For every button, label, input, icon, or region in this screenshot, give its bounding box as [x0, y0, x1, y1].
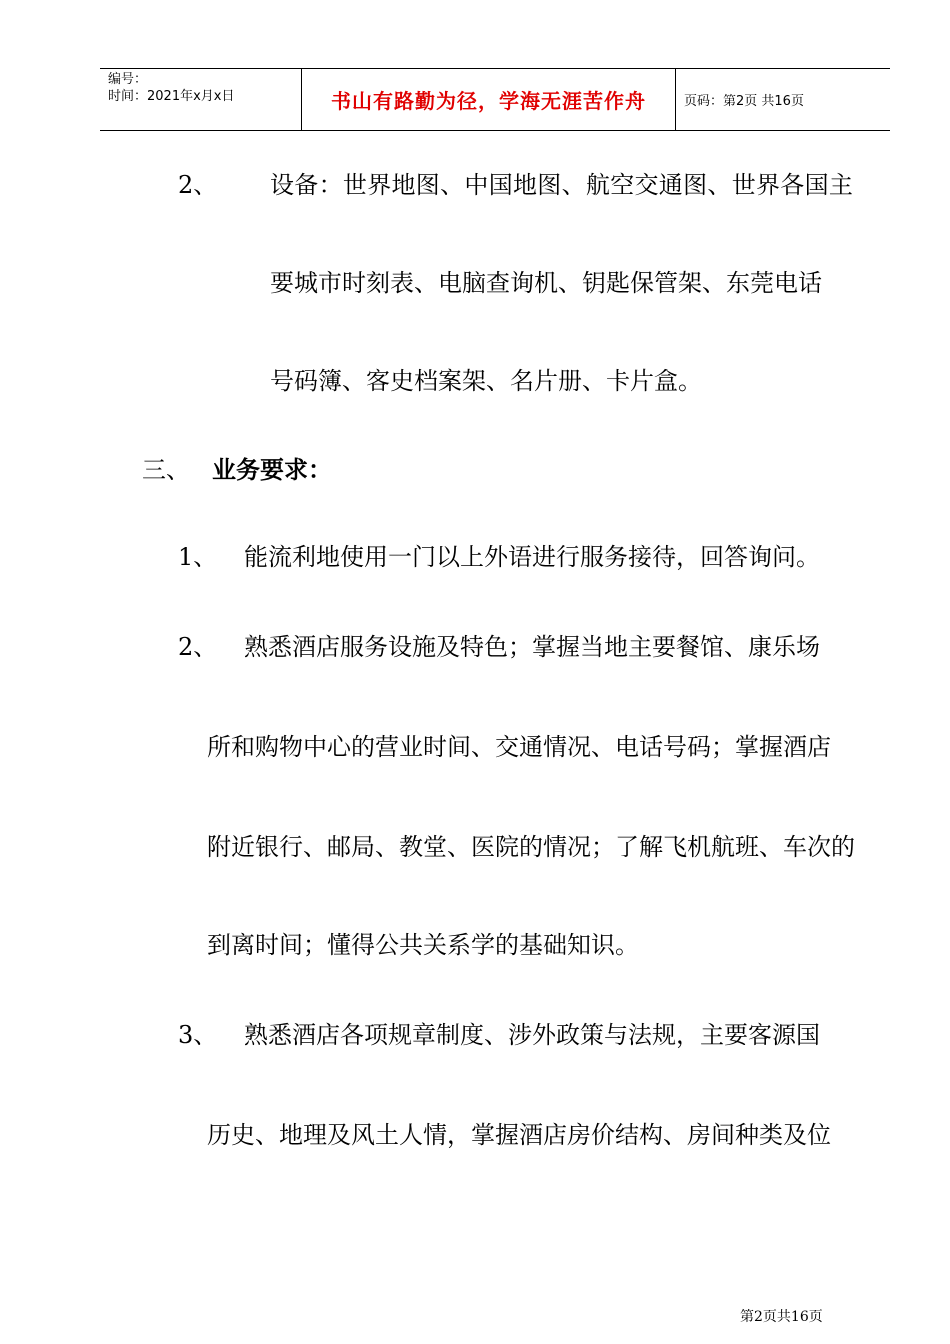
item-3-line-1: 熟悉酒店各项规章制度、涉外政策与法规，主要客源国 [244, 1021, 820, 1049]
equipment-line-1: 设备：世界地图、中国地图、航空交通图、世界各国主 [270, 171, 854, 199]
page-header [100, 68, 890, 131]
page-footer: 第2页共16页 [740, 1309, 823, 1325]
equipment-number: 2、 [178, 171, 218, 199]
time-label: 时间：2021年x月x日 [108, 89, 235, 104]
header-meta [100, 69, 302, 130]
motto: 书山有路勤为径，学海无涯苦作舟 [331, 89, 646, 113]
item-3-line-2: 历史、地理及风土人情，掌握酒店房价结构、房间种类及位 [207, 1121, 831, 1149]
item-2-line-1: 熟悉酒店服务设施及特色；掌握当地主要餐馆、康乐场 [244, 633, 820, 661]
item-2-line-2: 所和购物中心的营业时间、交通情况、电话号码；掌握酒店 [207, 733, 831, 761]
section-number: 三、 [142, 456, 190, 484]
item-2-number: 2、 [178, 633, 218, 661]
item-1-line-1: 能流利地使用一门以上外语进行服务接待，回答询问。 [244, 543, 820, 571]
item-1-number: 1、 [178, 543, 218, 571]
equipment-line-2: 要城市时刻表、电脑查询机、钥匙保管架、东莞电话 [270, 269, 822, 297]
section-title: 业务要求： [212, 455, 332, 484]
header-page-cell [676, 69, 890, 130]
item-2-line-4: 到离时间；懂得公共关系学的基础知识。 [207, 931, 639, 959]
code-label: 编号： [108, 72, 148, 87]
equipment-line-3: 号码簿、客史档案架、名片册、卡片盒。 [270, 367, 702, 395]
page-label: 页码：第2页 共16页 [684, 94, 804, 109]
item-2-line-3: 附近银行、邮局、教堂、医院的情况；了解飞机航班、车次的 [207, 833, 855, 861]
header-motto-cell [302, 69, 676, 130]
item-3-number: 3、 [178, 1021, 218, 1049]
